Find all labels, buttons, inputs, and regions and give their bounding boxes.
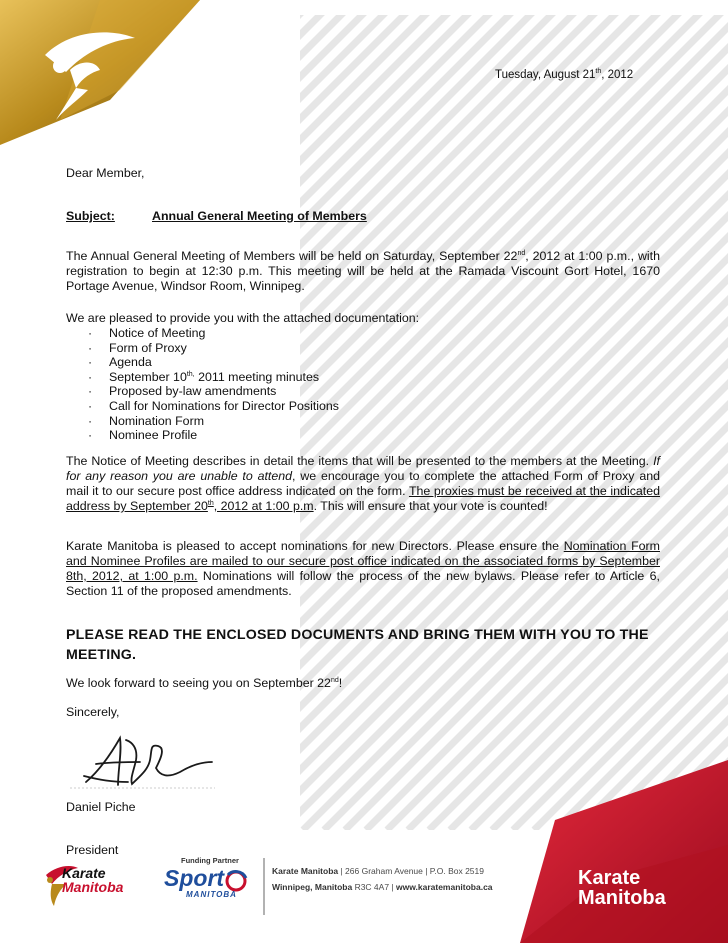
sport-manitoba-logo: Sport (164, 865, 225, 891)
list-item: · Form of Proxy (66, 341, 660, 356)
footer-address-line-2: Winnipeg, Manitoba R3C 4A7 | www.karatemanitoba.ca (272, 882, 493, 892)
signature (84, 738, 212, 785)
letter-date: Tuesday, August 21th, 2012 (495, 68, 634, 81)
list-item: · Call for Nominations for Director Positions (66, 399, 660, 414)
proxy-paragraph: The Notice of Meeting describes in detail the items that will be presented to the members at the Meeting. If for any reason you are unable to attend, we encourage you to complete the attached Form of Proxy and mail it to our secure post office address indicated on the form. The proxies must be received at the indicated address by September 20th, 2012 at 1:00 p.m. This will ensure that your vote is counted! (66, 454, 661, 513)
list-item: · Notice of Meeting (66, 326, 660, 341)
list-item: · Proposed by-law amendments (66, 384, 660, 399)
meeting-details-paragraph: The Annual General Meeting of Members will be held on Saturday, September 22nd, 2012 at 1:00 p.m., with registration to begin at 12:30 p.m. This meeting will be held at the Ramada Viscount Gort Hotel, 1670 Portage Avenue, Windsor Room, Winnipeg. (66, 249, 660, 293)
karate-manitoba-logo-right: Karate Manitoba (578, 867, 666, 909)
karate-manitoba-logo-left: Karate Manitoba (62, 865, 124, 895)
documentation-list (66, 326, 660, 443)
footer-address-line-1: Karate Manitoba | 266 Graham Avenue | P.O. Box 2519 (272, 866, 484, 876)
subject-text: Annual General Meeting of Members (152, 209, 367, 223)
list-item: · Nominee Profile (66, 428, 660, 443)
documentation-intro: We are pleased to provide you with the attached documentation: (66, 311, 420, 325)
list-item: · Nomination Form (66, 414, 660, 429)
sport-manitoba-emblem (227, 872, 246, 890)
subject-label: Subject: (66, 209, 115, 223)
funding-partner-label: Funding Partner (181, 856, 239, 865)
enclosed-documents-notice: PLEASE READ THE ENCLOSED DOCUMENTS AND BRING THEM WITH YOU TO THE MEETING. (66, 627, 649, 663)
signer-title: President (66, 843, 119, 857)
sincerely: Sincerely, (66, 705, 120, 719)
closing-line: We look forward to seeing you on September 22nd! (66, 676, 343, 690)
documentation-section (66, 311, 660, 443)
signer-name: Daniel Piche (66, 800, 136, 814)
sport-manitoba-subtext: MANITOBA (186, 890, 237, 899)
list-item: · September $10^{th,}$ 2011 meeting minutes (66, 370, 660, 385)
salutation: Dear Member, (66, 166, 145, 180)
list-item: · Agenda (66, 355, 660, 370)
nominations-paragraph: Karate Manitoba is pleased to accept nominations for new Directors. Please ensure the Nomination Form and Nominee Profiles are mailed to our secure post office indicated on the associated forms by September 8th, 2012, at 1:00 p.m. Nominations will follow the process of the new bylaws. Please refer to Article 6, Section 11 of the proposed amendments. (66, 539, 660, 598)
